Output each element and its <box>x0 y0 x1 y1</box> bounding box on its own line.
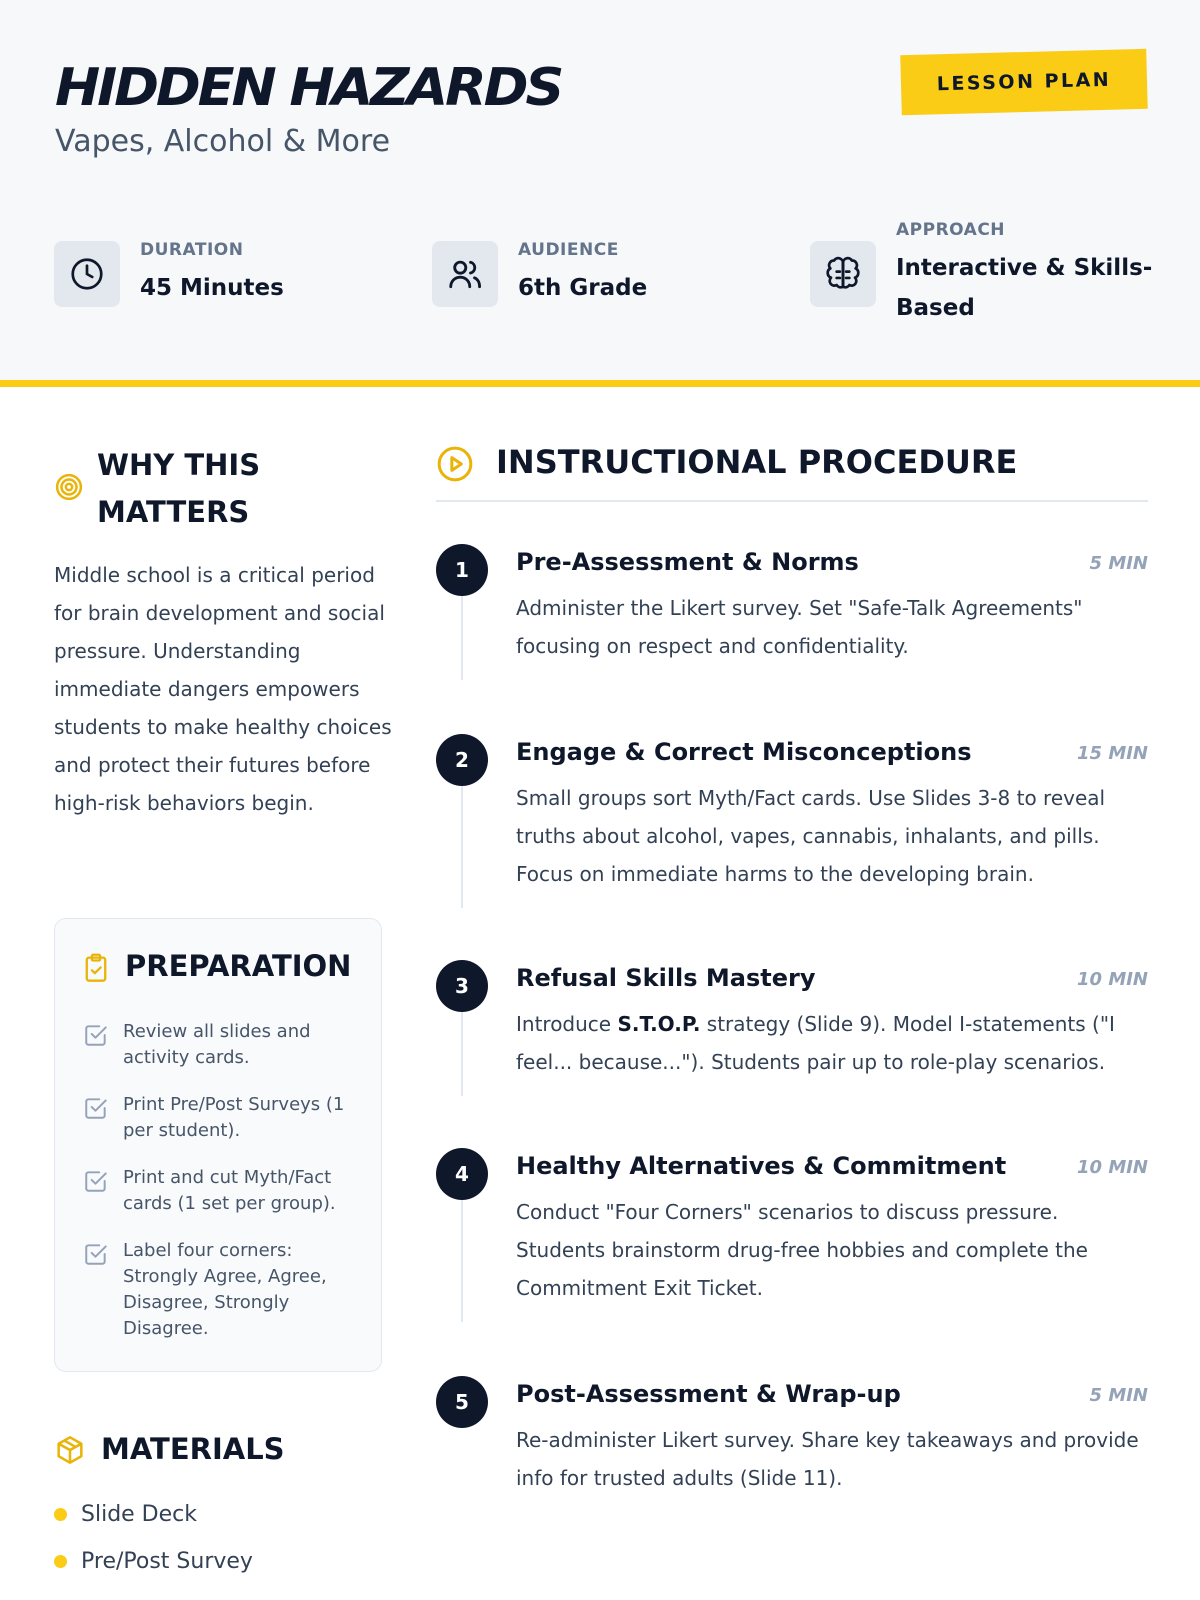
page-subtitle: Vapes, Alcohol & More <box>55 124 391 159</box>
preparation-title: PREPARATION <box>125 949 352 983</box>
duration-label: DURATION <box>140 240 244 260</box>
prep-item-text: Review all slides and activity cards. <box>123 1021 311 1068</box>
clock-icon <box>54 241 120 307</box>
why-title-line1: WHY THIS <box>97 448 261 482</box>
users-icon <box>432 241 498 307</box>
timeline-line <box>461 1008 463 1096</box>
prep-item-text: Label four corners: Strongly Agree, Agree, Disagree, Strongly Disagree. <box>123 1240 327 1339</box>
prep-item <box>83 1238 353 1342</box>
step-description: Small groups sort Myth/Fact cards. Use Slides 3-8 to reveal truths about alcohol, vapes, cannabis, inhalants, and pills. Focus on immediate harms to the developing brain. <box>516 786 1106 886</box>
bullet-dot <box>54 1508 67 1521</box>
play-circle-icon <box>436 445 474 487</box>
meta-duration <box>54 240 284 308</box>
step-time: 5 MIN <box>1089 553 1148 574</box>
prep-item-text: Print Pre/Post Surveys (1 per student). <box>123 1094 345 1141</box>
prep-item <box>83 1165 353 1217</box>
step-number: 5 <box>436 1376 488 1428</box>
step-description: Conduct "Four Corners" scenarios to discuss pressure. Students brainstorm drug-free hobbies and complete the Commitment Exit Ticket. <box>516 1200 1088 1300</box>
material-item-text: Slide Deck <box>81 1502 197 1527</box>
step-description: Re-administer Likert survey. Share key takeaways and provide info for trusted adults (Slide 11). <box>516 1428 1139 1490</box>
timeline-line <box>461 782 463 908</box>
material-item <box>54 1549 253 1574</box>
step-title: Engage & Correct Misconceptions <box>516 738 972 766</box>
prep-item <box>83 1019 353 1071</box>
step-description <box>516 1005 1152 1081</box>
step-title: Refusal Skills Mastery <box>516 964 816 992</box>
step-time: 10 MIN <box>1077 1157 1148 1178</box>
package-icon <box>54 1434 86 1470</box>
meta-approach <box>810 220 1152 328</box>
step-time: 15 MIN <box>1077 743 1148 764</box>
why-title <box>97 442 260 536</box>
step-title: Healthy Alternatives & Commitment <box>516 1152 1007 1180</box>
checkbox-icon <box>83 1241 109 1342</box>
timeline-line <box>461 592 463 680</box>
prep-item <box>83 1092 353 1144</box>
step-number: 2 <box>436 734 488 786</box>
clipboard-icon <box>82 953 110 987</box>
procedure-title: INSTRUCTIONAL PROCEDURE <box>496 443 1018 481</box>
page-title: HIDDEN HAZARDS <box>55 58 562 118</box>
meta-audience <box>432 240 647 308</box>
procedure-divider <box>436 500 1148 502</box>
approach-value-line1: Interactive & Skills- <box>896 255 1153 281</box>
step-desc-part: strategy (Slide 9). Model I-statements ("I feel... because..."). Students pair up to role-play scenarios. <box>516 1012 1115 1074</box>
duration-value: 45 Minutes <box>140 275 284 301</box>
checkbox-icon <box>83 1095 109 1144</box>
why-body: Middle school is a critical period for brain development and social pressure. Understanding immediate dangers empowers students to make healthy choices and protect their futures before high-risk behaviors begin. <box>54 563 392 815</box>
audience-label: AUDIENCE <box>518 240 619 260</box>
step-number: 3 <box>436 960 488 1012</box>
bullet-dot <box>54 1555 67 1568</box>
step-number: 4 <box>436 1148 488 1200</box>
checkbox-icon <box>83 1168 109 1217</box>
step-number: 1 <box>436 544 488 596</box>
material-item-text: Pre/Post Survey <box>81 1549 253 1574</box>
step-description: Administer the Likert survey. Set "Safe-Talk Agreements" focusing on respect and confidentiality. <box>516 596 1083 658</box>
header-divider <box>0 380 1200 387</box>
checkbox-icon <box>83 1022 109 1071</box>
step-title: Post-Assessment & Wrap-up <box>516 1380 901 1408</box>
lesson-plan-badge: LESSON PLAN <box>900 49 1147 115</box>
brain-icon <box>810 241 876 307</box>
material-item <box>54 1502 197 1527</box>
prep-item-text: Print and cut Myth/Fact cards (1 set per group). <box>123 1167 336 1214</box>
step-time: 5 MIN <box>1089 1385 1148 1406</box>
stop-strategy-term: S.T.O.P. <box>617 1012 701 1036</box>
approach-label: APPROACH <box>896 220 1006 240</box>
timeline-line <box>461 1196 463 1322</box>
preparation-card <box>54 918 382 1372</box>
step-desc-part: Introduce <box>516 1012 618 1036</box>
approach-value <box>896 248 1152 328</box>
target-icon <box>54 472 84 506</box>
step-time: 10 MIN <box>1077 969 1148 990</box>
approach-value-line2: Based <box>896 295 975 321</box>
audience-value: 6th Grade <box>518 275 648 301</box>
step-title: Pre-Assessment & Norms <box>516 548 859 576</box>
why-title-line2: MATTERS <box>97 495 250 529</box>
materials-title: MATERIALS <box>101 1432 285 1466</box>
